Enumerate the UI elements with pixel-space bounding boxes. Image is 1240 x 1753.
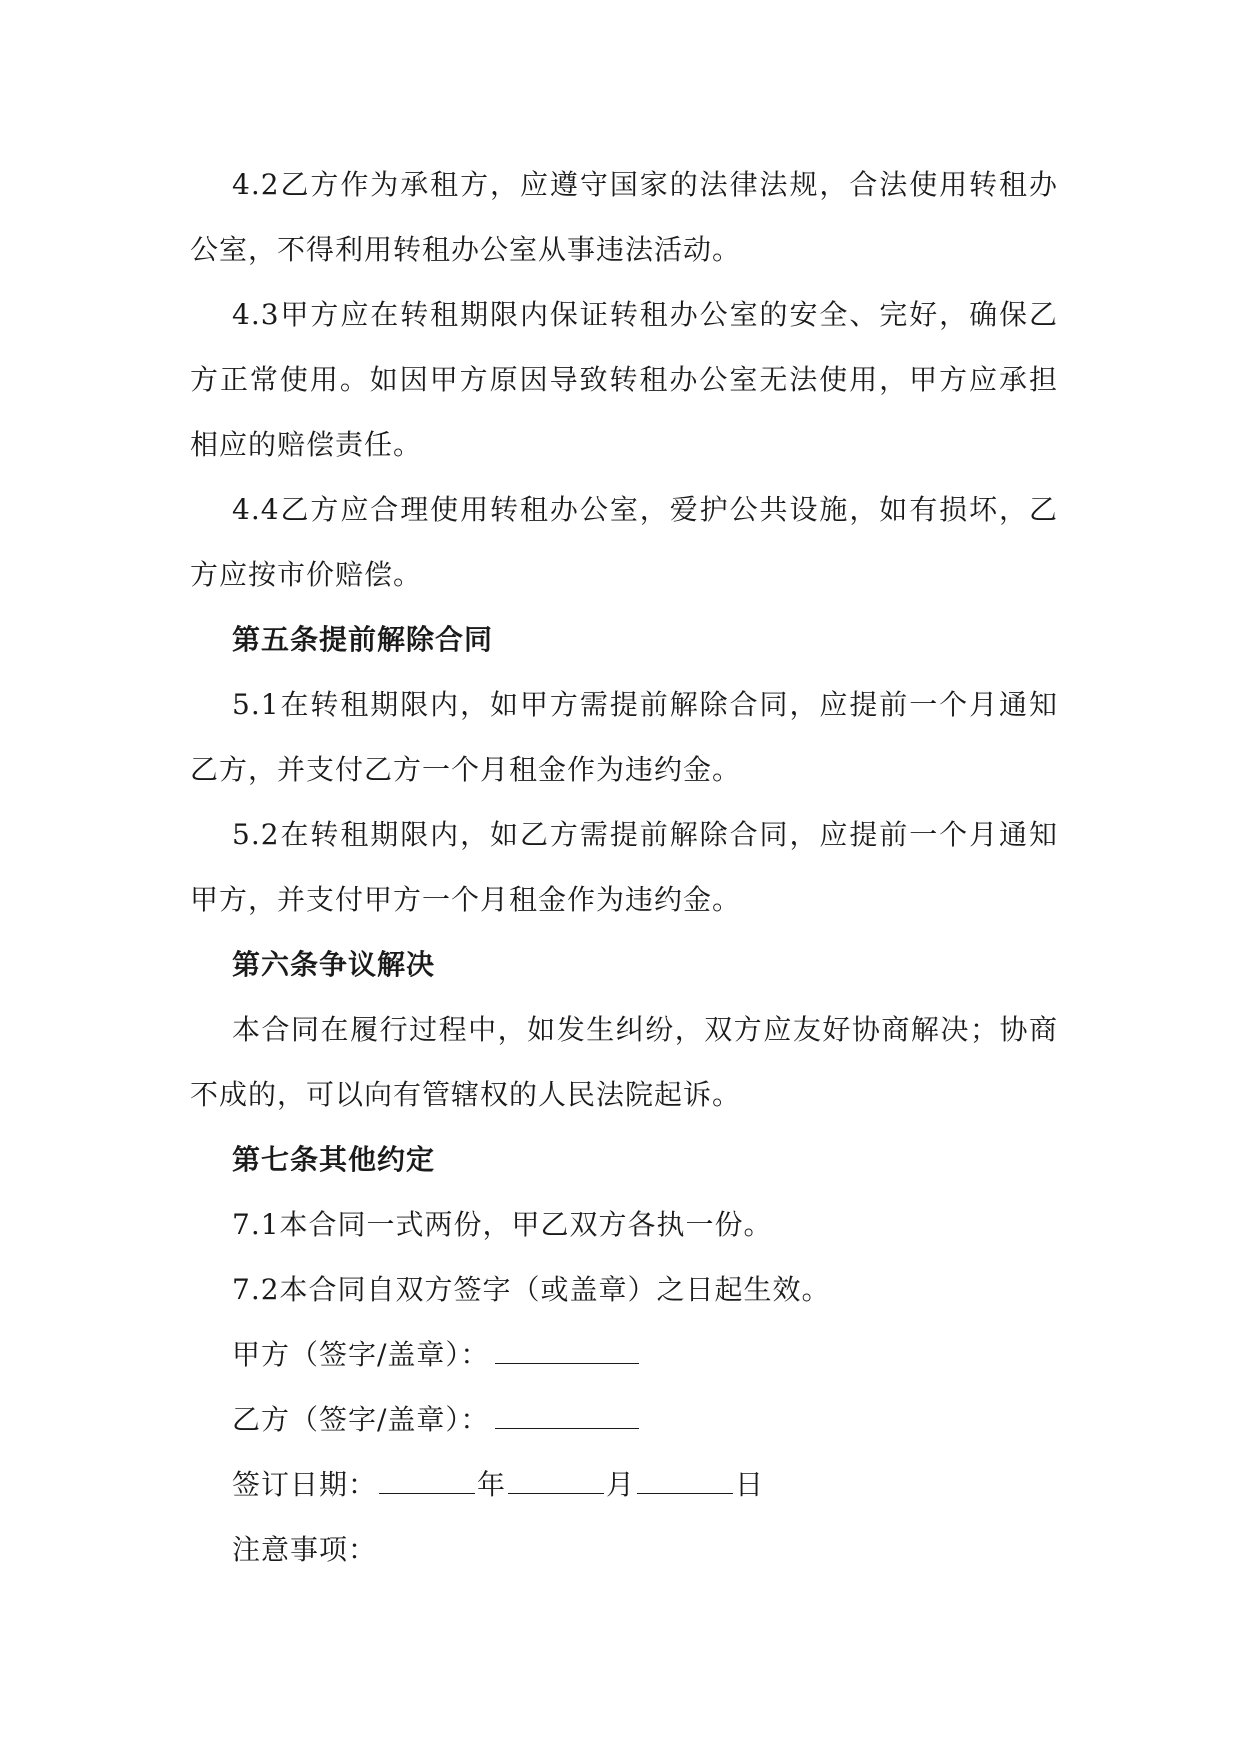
notes-line xyxy=(190,1517,1058,1582)
party-a-signature-line xyxy=(190,1322,1058,1387)
clause-5-2: 5.2在转租期限内，如乙方需提前解除合同，应提前一个月通知甲方，并支付甲方一个月租金作为违约金。 xyxy=(190,818,1058,916)
article-5-heading: 第五条提前解除合同 xyxy=(232,623,494,656)
date-month-blank xyxy=(508,1465,604,1494)
party-b-signature-blank xyxy=(495,1400,639,1429)
date-day-blank xyxy=(637,1465,733,1494)
notes-label: 注意事项： xyxy=(232,1533,378,1566)
date-month-label: 月 xyxy=(606,1468,636,1501)
date-day-label: 日 xyxy=(735,1468,765,1501)
article-6-text: 本合同在履行过程中，如发生纠纷，双方应友好协商解决；协商不成的，可以向有管辖权的人民法院起诉。 xyxy=(190,1013,1058,1111)
party-b-signature-line xyxy=(190,1387,1058,1452)
clause-4-2: 4.2乙方作为承租方，应遵守国家的法律法规，合法使用转租办公室，不得利用转租办公室从事违法活动。 xyxy=(190,168,1058,266)
clause-4-3: 4.3甲方应在转租期限内保证转租办公室的安全、完好，确保乙方正常使用。如因甲方原因导致转租办公室无法使用，甲方应承担相应的赔偿责任。 xyxy=(190,298,1058,461)
document-body xyxy=(190,152,1058,1582)
signing-date-line xyxy=(190,1452,1058,1517)
signing-date-label: 签订日期： xyxy=(232,1468,378,1501)
clause-5-1: 5.1在转租期限内，如甲方需提前解除合同，应提前一个月通知乙方，并支付乙方一个月租金作为违约金。 xyxy=(190,688,1058,786)
article-6-heading: 第六条争议解决 xyxy=(232,948,436,981)
date-year-blank xyxy=(379,1465,475,1494)
party-a-signature-blank xyxy=(495,1335,639,1364)
article-7-heading: 第七条其他约定 xyxy=(232,1143,436,1176)
date-year-label: 年 xyxy=(477,1468,507,1501)
clause-7-2: 7.2本合同自双方签字（或盖章）之日起生效。 xyxy=(232,1273,831,1306)
clause-4-4: 4.4乙方应合理使用转租办公室，爱护公共设施，如有损坏，乙方应按市价赔偿。 xyxy=(190,493,1058,591)
clause-7-1: 7.1本合同一式两份，甲乙双方各执一份。 xyxy=(232,1208,773,1241)
party-a-signature-label: 甲方（签字/盖章）： xyxy=(232,1338,490,1371)
party-b-signature-label: 乙方（签字/盖章）： xyxy=(232,1403,490,1436)
